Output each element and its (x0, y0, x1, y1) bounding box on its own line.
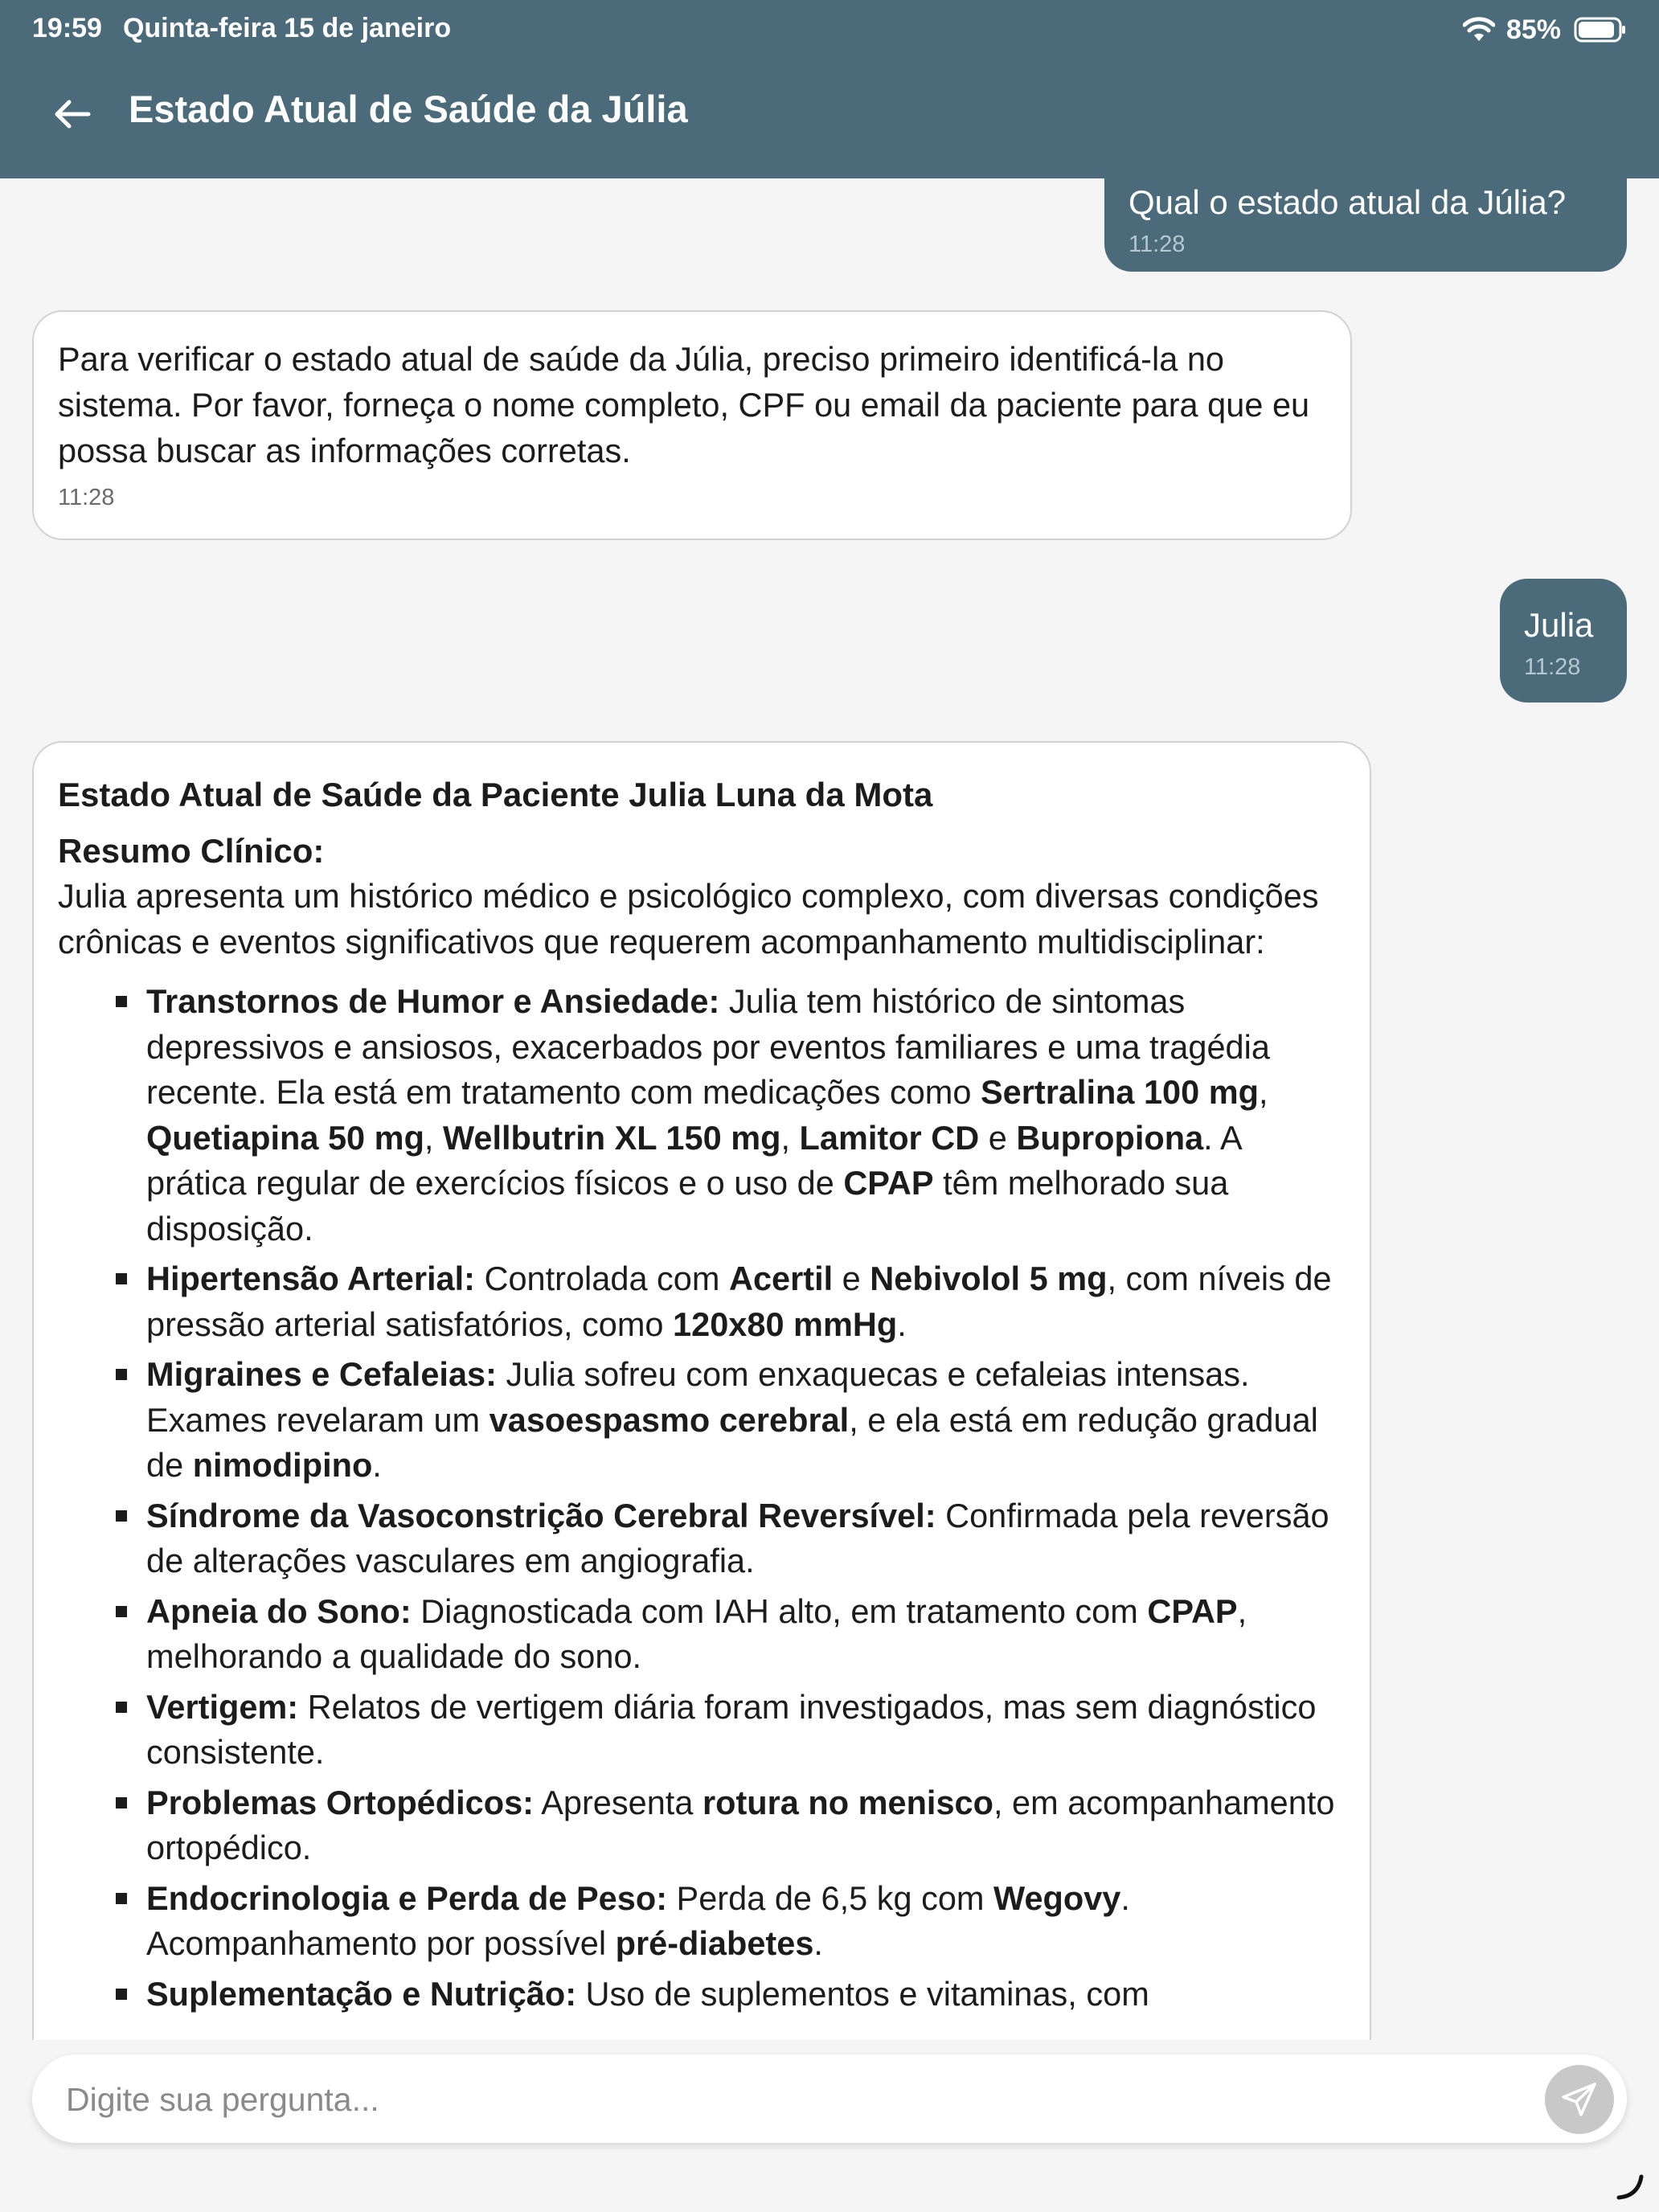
condition-text: Confirmada pela reversão de alterações vasculares em angiografia. (146, 1496, 1329, 1579)
condition-item (146, 1589, 1346, 1680)
condition-text: , melhorando a qualidade do sono. (146, 1591, 1247, 1675)
page-title: Estado Atual de Saúde da Júlia (129, 88, 688, 130)
condition-bold-text: Síndrome da Vasoconstrição Cerebral Reversível: (146, 1496, 936, 1534)
status-date: Quinta-feira 15 de janeiro (122, 13, 452, 43)
condition-bold-text: Quetiapina 50 mg (146, 1118, 424, 1157)
back-button[interactable] (43, 85, 101, 143)
condition-text: , e ela está em redução gradual de (146, 1400, 1318, 1484)
user-message (1104, 178, 1627, 272)
message-text: Qual o estado atual da Júlia? (1129, 183, 1567, 221)
message-composer (32, 2054, 1627, 2143)
condition-text: Uso de suplementos e vitaminas, com (576, 1974, 1149, 2013)
condition-text: , (780, 1118, 800, 1157)
condition-item (146, 1493, 1346, 1584)
condition-text: Julia tem histórico de sintomas depressivos e ansiosos, exacerbados por eventos familiares e uma tragédia recente. Ela está em tratamento com medicações como (146, 982, 1270, 1111)
condition-text: , em acompanhamento ortopédico. (146, 1783, 1335, 1866)
condition-bold-text: Bupropiona (1016, 1118, 1204, 1157)
condition-bold-text: Vertigem: (146, 1687, 299, 1726)
condition-text: . A prática regular de exercícios físicos e o uso de (146, 1118, 1241, 1202)
condition-item (146, 979, 1346, 1251)
condition-bold-text: CPAP (843, 1164, 934, 1202)
battery-icon (1574, 16, 1627, 43)
condition-text: Perda de 6,5 kg com (667, 1878, 994, 1917)
condition-text: . Acompanhamento por possível (146, 1878, 1130, 1962)
condition-bold-text: nimodipino (192, 1446, 373, 1484)
message-time: 11:28 (1524, 654, 1581, 680)
assistant-message (32, 741, 1371, 2040)
assistant-message (32, 310, 1352, 540)
resize-handle-icon[interactable] (1614, 2170, 1646, 2202)
wifi-icon (1463, 17, 1495, 43)
condition-bold-text: rotura no menisco (702, 1783, 993, 1821)
condition-item (146, 1256, 1346, 1347)
condition-bold-text: CPAP (1147, 1591, 1238, 1630)
condition-bold-text: Problemas Ortopédicos: (146, 1783, 534, 1821)
battery-percentage: 85% (1505, 14, 1561, 45)
condition-bold-text: pré-diabetes (615, 1924, 814, 1962)
condition-text: e (979, 1118, 1017, 1157)
condition-text: Julia sofreu com enxaquecas e cefaleias intensas. Exames revelaram um (146, 1355, 1250, 1439)
condition-bold-text: Acertil (728, 1260, 834, 1297)
condition-text: têm melhorado sua disposição. (146, 1164, 1229, 1247)
status-bar-right (1463, 13, 1627, 47)
condition-bold-text: Nebivolol 5 mg (870, 1260, 1108, 1297)
condition-text: Diagnosticada com IAH alto, em tratamento com (411, 1591, 1148, 1630)
condition-bold-text: Transtornos de Humor e Ansiedade: (146, 982, 720, 1020)
condition-text: Relatos de vertigem diária foram investigados, mas sem diagnóstico consistente. (146, 1687, 1317, 1771)
condition-bold-text: Apneia do Sono: (146, 1591, 412, 1630)
condition-bold-text: vasoespasmo cerebral (489, 1400, 850, 1439)
chat-messages[interactable] (0, 178, 1659, 2040)
condition-item (146, 1972, 1346, 2017)
condition-text: . (813, 1924, 823, 1962)
condition-item (146, 1780, 1346, 1871)
condition-bold-text: Hipertensão Arterial: (146, 1260, 475, 1297)
condition-item (146, 1685, 1346, 1776)
message-intro: Julia apresenta um histórico médico e psicológico complexo, com diversas condições crônicas e eventos significativos que requerem acompanhamento multidisciplinar: (58, 877, 1319, 961)
condition-bold-text: 120x80 mmHg (673, 1305, 898, 1343)
question-input[interactable] (64, 2054, 1514, 2144)
status-bar-left (32, 13, 451, 47)
condition-text: , (1258, 1073, 1268, 1111)
condition-text: , com níveis de pressão arterial satisfatórios, como (146, 1260, 1332, 1343)
send-icon (1560, 2080, 1599, 2119)
message-text: Julia (1524, 606, 1594, 644)
message-text: Para verificar o estado atual de saúde da Júlia, preciso primeiro identificá-la no sistema. Por favor, forneça o nome completo, CPF ou email da paciente para que eu possa buscar as informações corretas. (58, 340, 1310, 469)
status-time: 19:59 (32, 13, 102, 43)
condition-text: , (424, 1118, 443, 1157)
app-header (0, 0, 1659, 178)
condition-bold-text: Wellbutrin XL 150 mg (442, 1118, 781, 1157)
condition-bold-text: Endocrinologia e Perda de Peso: (146, 1878, 668, 1917)
condition-text: e (833, 1260, 870, 1297)
condition-item (146, 1352, 1346, 1489)
condition-bold-text: Sertralina 100 mg (980, 1073, 1259, 1111)
user-message (1500, 579, 1627, 703)
condition-bold-text: Migraines e Cefaleias: (146, 1355, 497, 1393)
message-time: 11:28 (58, 485, 115, 510)
condition-item (146, 1876, 1346, 1967)
condition-bold-text: Lamitor CD (799, 1118, 980, 1157)
message-heading: Estado Atual de Saúde da Paciente Julia Luna da Mota (58, 776, 933, 813)
message-time: 11:28 (1129, 231, 1186, 257)
message-subheading: Resumo Clínico: (58, 832, 325, 870)
condition-text: . (897, 1305, 907, 1343)
arrow-left-icon (53, 98, 92, 130)
condition-text: Apresenta (533, 1783, 703, 1821)
condition-list (58, 979, 1346, 2017)
send-button[interactable] (1545, 2065, 1614, 2134)
condition-bold-text: Wegovy (993, 1878, 1121, 1917)
condition-text: Controlada com (474, 1260, 729, 1297)
condition-text: . (372, 1446, 382, 1484)
condition-bold-text: Suplementação e Nutrição: (146, 1974, 577, 2013)
